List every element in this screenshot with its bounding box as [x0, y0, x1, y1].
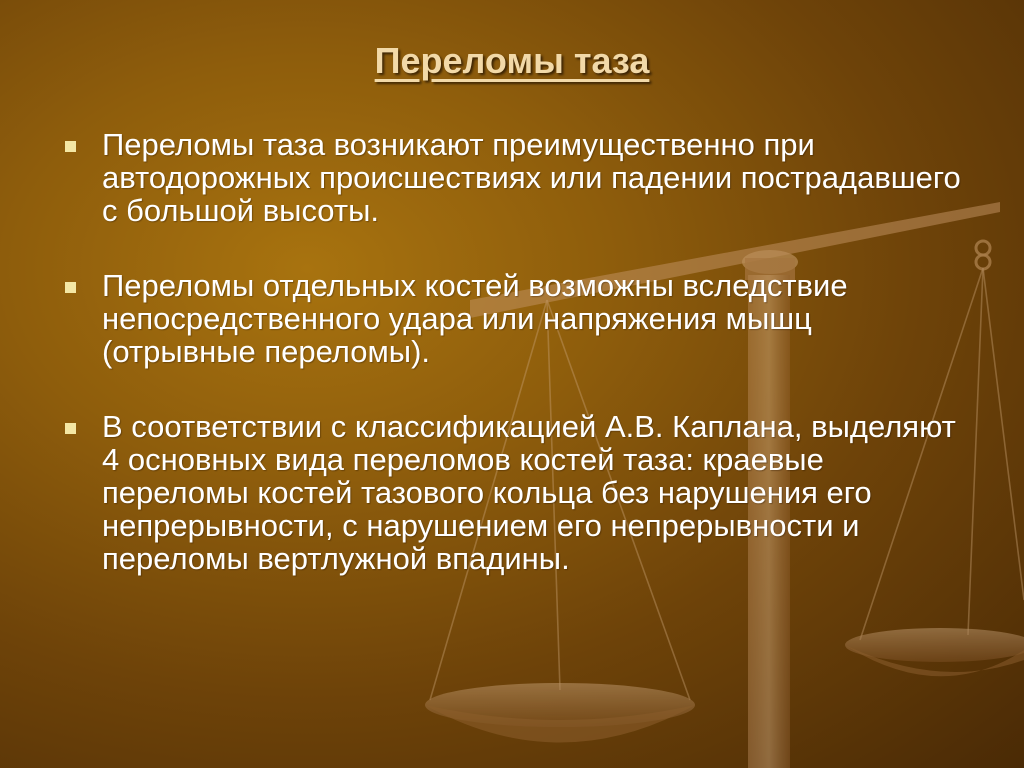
bullet-text: В соответствии с классификацией А.В. Каплана, выделяют 4 основных вида переломов костей таза: краевые переломы костей тазового кольца без нарушения его непрерывности, с нарушением его непрерывности и переломы вертлужной впадины.	[102, 409, 956, 576]
bullet-item	[62, 269, 962, 368]
bullet-list	[62, 128, 962, 617]
bullet-item	[62, 128, 962, 227]
bullet-item	[62, 410, 962, 575]
square-bullet-icon	[65, 423, 76, 434]
bullet-text: Переломы таза возникают преимущественно при автодорожных происшествиях или падении пострадавшего с большой высоты.	[102, 127, 961, 228]
slide-title: Переломы таза	[374, 40, 650, 81]
square-bullet-icon	[65, 141, 76, 152]
bullet-text: Переломы отдельных костей возможны вследствие непосредственного удара или напряжения мышц (отрывные переломы).	[102, 268, 848, 369]
square-bullet-icon	[65, 282, 76, 293]
